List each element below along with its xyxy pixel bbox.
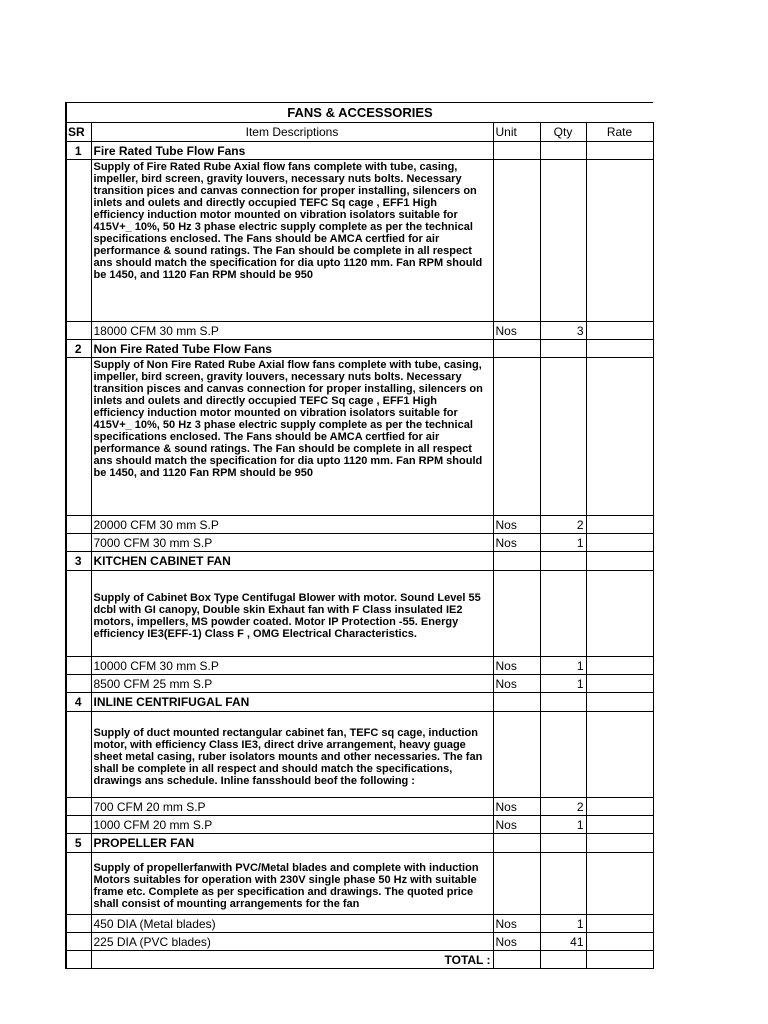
item-rate — [586, 675, 653, 693]
item-qty: 41 — [540, 933, 586, 951]
item-name: 7000 CFM 30 mm S.P — [91, 534, 493, 552]
unit-cell — [493, 571, 540, 657]
sr-cell — [66, 516, 91, 534]
item-unit: Nos — [493, 322, 540, 340]
section-heading: INLINE CENTRIFUGAL FAN — [91, 693, 493, 712]
item-row — [66, 816, 653, 834]
section-heading: KITCHEN CABINET FAN — [91, 552, 493, 571]
unit-cell — [493, 552, 540, 571]
item-unit: Nos — [493, 675, 540, 693]
item-name: 700 CFM 20 mm S.P — [91, 798, 493, 816]
item-rate — [586, 534, 653, 552]
rate-cell — [586, 340, 653, 358]
section-description: Supply of Cabinet Box Type Centifugal Blower with motor. Sound Level 55 dcbl with GI canopy, Double skin Exhaut fan with F Class insulated IE2 motors, impellers, MS powder coated. Motor IP Protection -55. Energy efficiency IE3(EFF-1) Class F , OMG Electrical Characteristics. — [91, 571, 493, 657]
header-sr: SR — [66, 123, 91, 142]
unit-cell — [493, 340, 540, 358]
sr-cell — [66, 951, 91, 969]
rate-cell — [586, 834, 653, 853]
section-number: 5 — [66, 834, 91, 853]
section-description-row — [66, 853, 653, 915]
sr-cell — [66, 675, 91, 693]
rate-cell — [586, 552, 653, 571]
header-row — [66, 123, 653, 142]
item-unit: Nos — [493, 915, 540, 933]
sr-cell — [66, 160, 91, 322]
qty-cell — [540, 951, 586, 969]
sr-cell — [66, 798, 91, 816]
item-rate — [586, 915, 653, 933]
item-name: 8500 CFM 25 mm S.P — [91, 675, 493, 693]
item-qty: 1 — [540, 915, 586, 933]
section-number: 3 — [66, 552, 91, 571]
item-qty: 1 — [540, 675, 586, 693]
section-number: 1 — [66, 142, 91, 160]
item-row — [66, 915, 653, 933]
unit-cell — [493, 160, 540, 322]
item-rate — [586, 933, 653, 951]
fans-accessories-table — [65, 102, 654, 969]
item-row — [66, 657, 653, 675]
section-number: 4 — [66, 693, 91, 712]
unit-cell — [493, 951, 540, 969]
section-heading-row — [66, 834, 653, 853]
section-description-row — [66, 571, 653, 657]
item-name: 1000 CFM 20 mm S.P — [91, 816, 493, 834]
sr-cell — [66, 571, 91, 657]
table-title: FANS & ACCESSORIES — [66, 103, 653, 123]
unit-cell — [493, 693, 540, 712]
item-rate — [586, 816, 653, 834]
section-description: Supply of Non Fire Rated Rube Axial flow fans complete with tube, casing, impeller, bird screen, gravity louvers, necessary nuts bolts. Necessary transition pisces and canvas connection for proper installing, silencers on inlets and oulets and directly occupied TEFC Sq cage , EFF1 High efficiency induction motor mounted on vibration isolators suitable for 415V+_ 10%, 50 Hz 3 phase electric supply complete as per the technical specifications enclosed. The Fans should be AMCA certfied for air performance & sound ratings. The Fan should be complete in all respect ans should match the specification for dia upto 1120 mm. Fan RPM should be 1450, and 1120 Fan RPM should be 950 — [91, 358, 493, 516]
item-row — [66, 516, 653, 534]
unit-cell — [493, 853, 540, 915]
qty-cell — [540, 853, 586, 915]
qty-cell — [540, 834, 586, 853]
sr-cell — [66, 358, 91, 516]
rate-cell — [586, 853, 653, 915]
item-unit: Nos — [493, 798, 540, 816]
section-description: Supply of duct mounted rectangular cabinet fan, TEFC sq cage, induction motor, with efficiency Class IE3, direct drive arrangement, heavy guage sheet metal casing, ruber isolators mounts and other necessaries. The fan shall be complete in all respect and should match the specifications, drawings ans schedule. Inline fansshould beof the following : — [91, 712, 493, 798]
total-row — [66, 951, 653, 969]
item-row — [66, 322, 653, 340]
qty-cell — [540, 571, 586, 657]
item-qty: 3 — [540, 322, 586, 340]
item-qty: 1 — [540, 816, 586, 834]
qty-cell — [540, 142, 586, 160]
section-description-row — [66, 712, 653, 798]
item-row — [66, 675, 653, 693]
item-unit: Nos — [493, 657, 540, 675]
sr-cell — [66, 933, 91, 951]
section-description-row — [66, 160, 653, 322]
rate-cell — [586, 160, 653, 322]
rate-cell — [586, 358, 653, 516]
qty-cell — [540, 552, 586, 571]
sr-cell — [66, 816, 91, 834]
item-qty: 2 — [540, 798, 586, 816]
unit-cell — [493, 712, 540, 798]
section-heading-row — [66, 340, 653, 358]
item-name: 225 DIA (PVC blades) — [91, 933, 493, 951]
header-item-descriptions: Item Descriptions — [91, 123, 493, 142]
section-description-row — [66, 358, 653, 516]
unit-cell — [493, 358, 540, 516]
title-row — [66, 103, 653, 123]
item-rate — [586, 322, 653, 340]
total-rate — [586, 951, 653, 969]
header-rate: Rate — [586, 123, 653, 142]
unit-cell — [493, 142, 540, 160]
section-heading: PROPELLER FAN — [91, 834, 493, 853]
sr-cell — [66, 534, 91, 552]
section-heading: Non Fire Rated Tube Flow Fans — [91, 340, 493, 358]
item-unit: Nos — [493, 534, 540, 552]
section-description: Supply of propellerfanwith PVC/Metal blades and complete with induction Motors suitables for operation with 230V single phase 50 Hz with suitable frame etc. Complete as per specification and drawings. The quoted price shall consist of mounting arrangements for the fan — [91, 853, 493, 915]
section-heading-row — [66, 552, 653, 571]
qty-cell — [540, 340, 586, 358]
qty-cell — [540, 712, 586, 798]
item-unit: Nos — [493, 516, 540, 534]
rate-cell — [586, 693, 653, 712]
qty-cell — [540, 358, 586, 516]
item-row — [66, 798, 653, 816]
item-unit: Nos — [493, 816, 540, 834]
total-label: TOTAL : — [91, 951, 493, 969]
section-heading: Fire Rated Tube Flow Fans — [91, 142, 493, 160]
rate-cell — [586, 571, 653, 657]
section-number: 2 — [66, 340, 91, 358]
header-qty: Qty — [540, 123, 586, 142]
section-heading-row — [66, 142, 653, 160]
section-heading-row — [66, 693, 653, 712]
item-name: 450 DIA (Metal blades) — [91, 915, 493, 933]
item-name: 10000 CFM 30 mm S.P — [91, 657, 493, 675]
qty-cell — [540, 693, 586, 712]
item-rate — [586, 516, 653, 534]
sr-cell — [66, 657, 91, 675]
item-qty: 1 — [540, 534, 586, 552]
item-qty: 2 — [540, 516, 586, 534]
sr-cell — [66, 712, 91, 798]
qty-cell — [540, 160, 586, 322]
item-name: 18000 CFM 30 mm S.P — [91, 322, 493, 340]
header-unit: Unit — [493, 123, 540, 142]
rate-cell — [586, 142, 653, 160]
sr-cell — [66, 853, 91, 915]
item-rate — [586, 657, 653, 675]
item-name: 20000 CFM 30 mm S.P — [91, 516, 493, 534]
rate-cell — [586, 712, 653, 798]
item-row — [66, 534, 653, 552]
item-rate — [586, 798, 653, 816]
sr-cell — [66, 322, 91, 340]
item-qty: 1 — [540, 657, 586, 675]
item-row — [66, 933, 653, 951]
item-unit: Nos — [493, 933, 540, 951]
unit-cell — [493, 834, 540, 853]
sr-cell — [66, 915, 91, 933]
section-description: Supply of Fire Rated Rube Axial flow fans complete with tube, casing, impeller, bird screen, gravity louvers, necessary nuts bolts. Necessary transition pices and canvas connection for proper installing, silencers on inlets and oulets and directly occupied TEFC Sq cage , EFF1 High efficiency induction motor mounted on vibration isolators suitable for 415V+_ 10%, 50 Hz 3 phase electric supply complete as per the technical specifications enclosed. The Fans should be AMCA certfied for air performance & sound ratings. The Fan should be complete in all respect ans should match the specification for dia upto 1120 mm. Fan RPM should be 1450, and 1120 Fan RPM should be 950 — [91, 160, 493, 322]
